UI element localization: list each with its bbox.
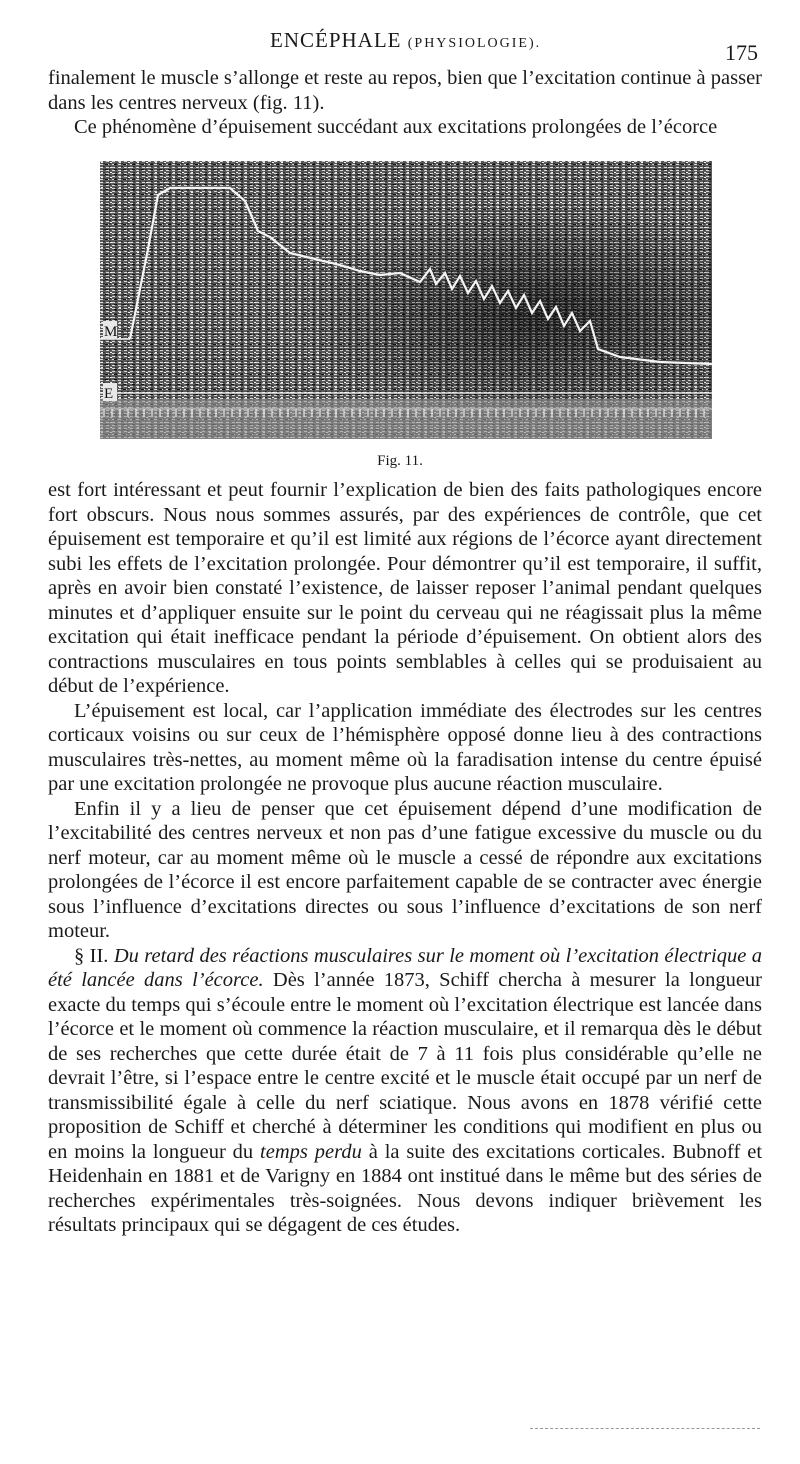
paragraph-4 [48, 944, 762, 1238]
bottom-rule [530, 1428, 760, 1431]
label-m: M [104, 324, 118, 340]
myogram-figure [100, 161, 712, 439]
paragraph-4-part-b: à la suite des excitations corticales. Bubnoff et Heidenhain en 1881 et de Varigny en 1884 ont institué dans le même but des séries de recherches expérimentales très-soignées. Nous devons indiquer brièvement les résultats principaux qui se dégagent de ces études. [48, 1140, 763, 1236]
section-number: § II. [74, 944, 109, 967]
section-title: Du retard des réactions musculaires sur le moment où l’excitation électrique a été lancée dans l’écorce. [48, 944, 762, 991]
paragraph-1: est fort intéressant et peut fournir l’explication de bien des faits pathologiques encore fort obscurs. Nous nous sommes assurés, par des expériences de contrôle, que cet épuisement est temporaire et qu’il est limité aux régions de l’écorce ayant directement subi les effets de l’excitation prolongée. Pour démontrer qu’il est temporaire, il suffit, après en avoir bien constaté l’existence, de laisser reposer l’animal pendant quelques minutes et d’appliquer ensuite sur le point du cerveau qui ne réagissait plus la même excitation qui était inefficace pendant la période d’épuisement. On obtient alors des contractions musculaires en tous points semblables à celles qui se produisaient au début de l’expérience. [48, 479, 762, 697]
temps-perdu-term: temps perdu [260, 1140, 362, 1163]
header-subtitle: (PHYSIOLOGIE). [407, 36, 542, 51]
timeline-strip [100, 399, 712, 439]
header-title: ENCÉPHALE [270, 28, 402, 52]
paragraph-2: L’épuisement est local, car l’application immédiate des électrodes sur les centres corticaux voisins ou sur ceux de l’hémisphère opposé donne lieu à des contractions musculaires très-nettes, au moment même où la faradisation intense du centre épuisé par une excitation prolongée ne provoque plus aucune réaction musculaire. [48, 699, 762, 795]
figure-caption: Fig. 11. [377, 453, 423, 469]
label-e: E [104, 386, 114, 402]
paragraph-4-part-a: Dès l’année 1873, Schiff chercha à mesurer la longueur exacte du temps qui s’écoule entre le moment où l’excitation électrique est lancée dans l’écorce et le moment où commence la réaction musculaire, et il remarqua dès le début de ses recherches que cette durée était de 7 à 11 fois plus considérable qu’elle ne devrait l’être, si l’espace entre le centre excité et le muscle était occupé par un nerf de transmissibilité égale à celle du nerf sciatique. Nous avons en 1878 vérifié cette proposition de Schiff et cherché à déterminer les conditions qui modifient en plus ou en moins la longueur du [48, 969, 763, 1163]
intro-line-2: Ce phénomène d’épuisement succédant aux excitations prolongées de l’écorce [74, 116, 718, 138]
intro-text [48, 66, 762, 140]
paragraph-3: Enfin il y a lieu de penser que cet épuisement dépend d’une modification de l’excitabilité des centres nerveux et non pas d’une fatigue excessive du muscle ou du nerf moteur, car au moment même où le muscle a cessé de répondre aux excitations prolongées de l’écorce il est encore parfaitement capable de se contracter avec énergie sous l’influence d’excitations directes ou sous l’influence d’excitations de son nerf moteur. [48, 797, 762, 942]
intro-line-1: finalement le muscle s’allonge et reste au repos, bien que l’excitation continue à passer dans les centres nerveux (fig. 11). [48, 67, 762, 114]
body-text [48, 478, 762, 1238]
page-number: 175 [725, 40, 758, 65]
running-header [270, 28, 541, 53]
figure-shadow [100, 161, 712, 439]
